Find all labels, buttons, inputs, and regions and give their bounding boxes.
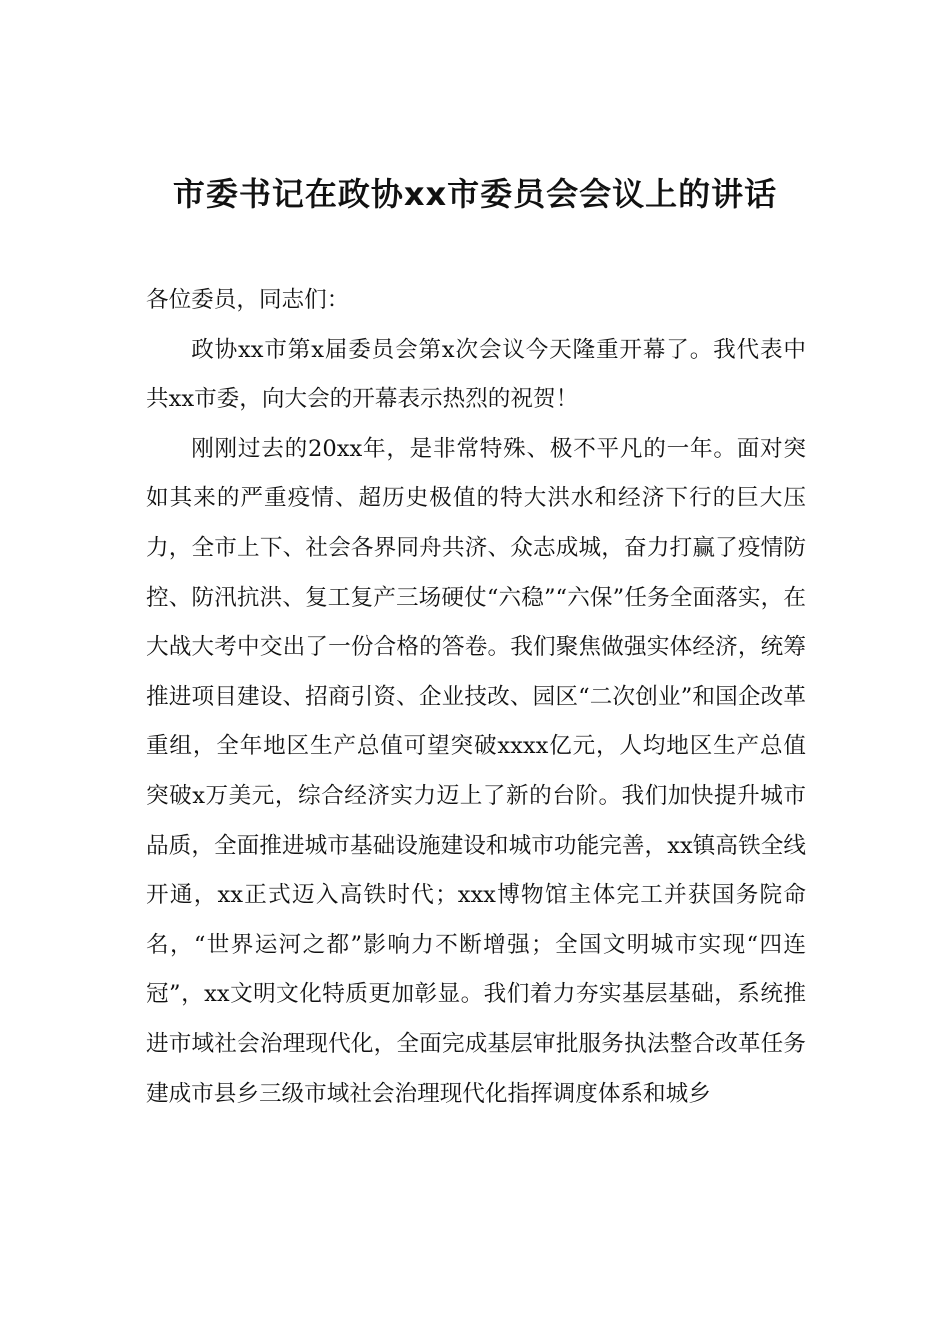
- document-title: 市委书记在政协xx市委员会会议上的讲话: [172, 175, 778, 213]
- paragraph-opening: 政协xx市第x届委员会第x次会议今天隆重开幕了。我代表中共xx市委，向大会的开幕表示热烈的祝贺！: [146, 336, 806, 413]
- paragraph-review: 刚刚过去的20xx年，是非常特殊、极不平凡的一年。面对突如其来的严重疫情、超历史极值的特大洪水和经济下行的巨大压力，全市上下、社会各界同舟共济、众志成城，奋力打赢了疫情防控、防汛抗洪、复工复产三场硬仗“六稳”“六保”任务全面落实，在大战大考中交出了一份合格的答卷。我们聚焦做强实体经济，统筹推进项目建设、招商引资、企业技改、园区“二次创业”和国企改革重组，全年地区生产总值可望突破xxxx亿元，人均地区生产总值突破x万美元，综合经济实力迈上了新的台阶。我们加快提升城市品质，全面推进城市基础设施建设和城市功能完善，xx镇高铁全线开通，xx正式迈入高铁时代；xxx博物馆主体完工并获国务院命名，“世界运河之都”影响力不断增强；全国文明城市实现“四连冠”，xx文明文化特质更加彰显。我们着力夯实基层基础，系统推进市域社会治理现代化，全面完成基层审批服务执法整合改革任务建成市县乡三级市域社会治理现代化指挥调度体系和城乡: [146, 435, 806, 1107]
- salutation: 各位委员，同志们：: [146, 287, 350, 313]
- document-body: [146, 276, 806, 1119]
